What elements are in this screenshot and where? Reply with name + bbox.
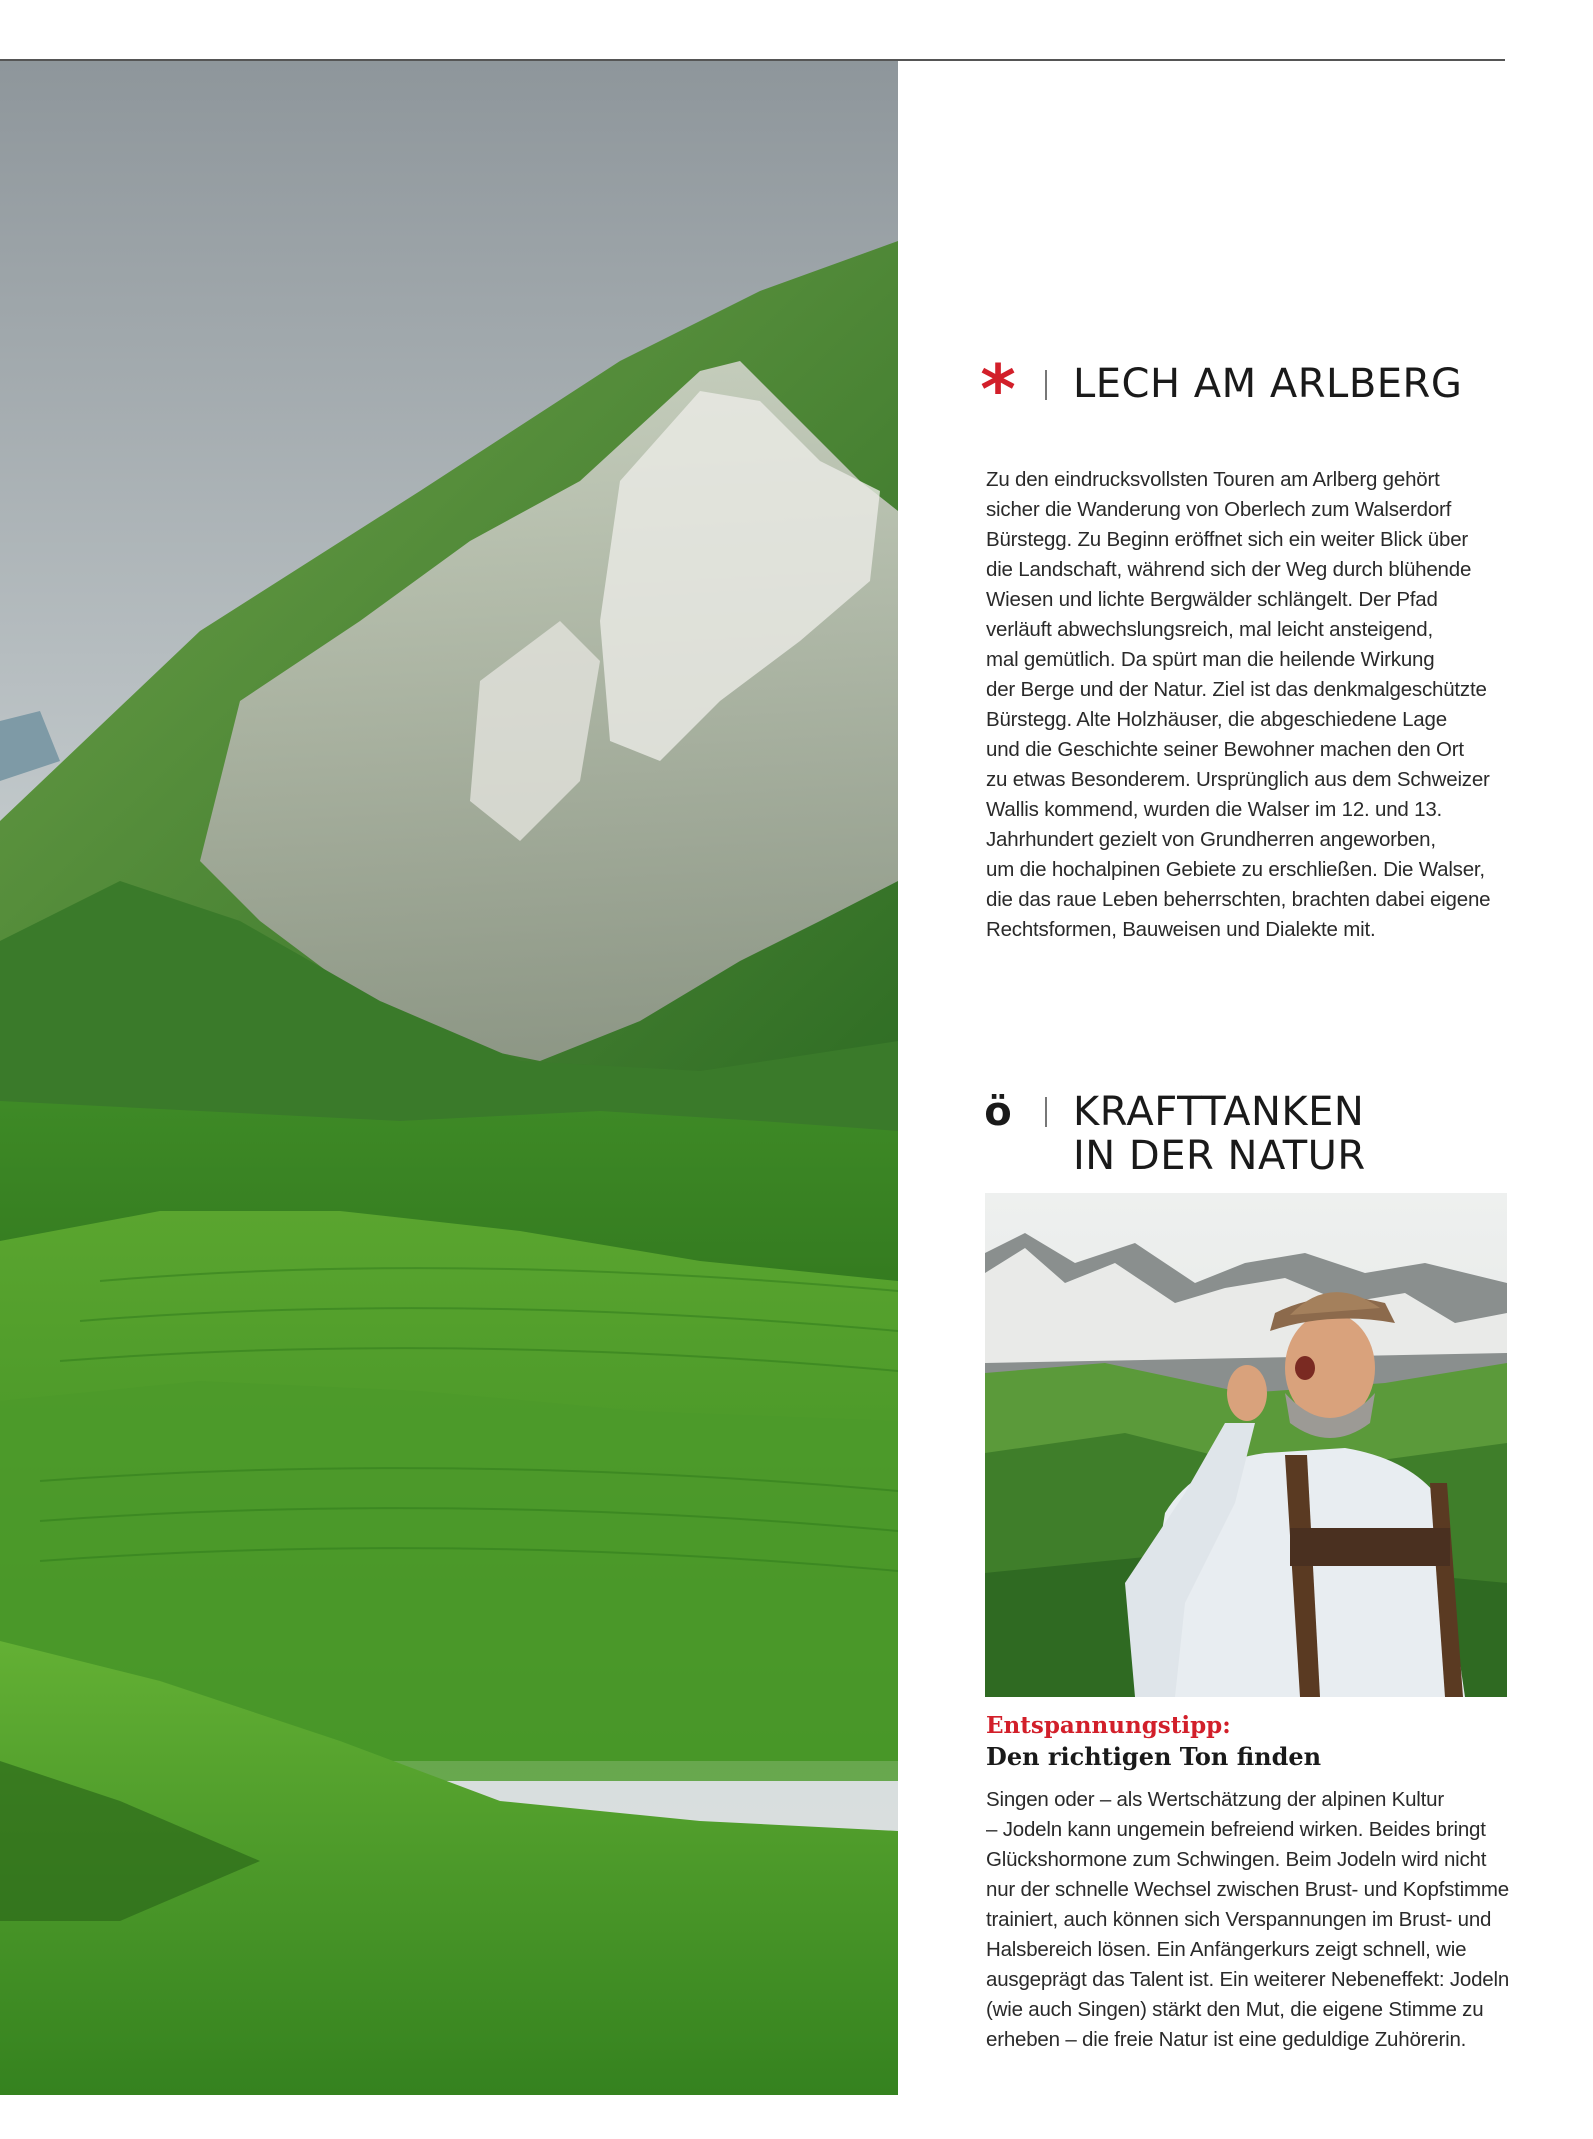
hero-landscape-photo xyxy=(0,61,898,2095)
heading-divider xyxy=(1045,370,1047,400)
section-title-krafttanken: KRAFTTANKEN IN DER NATUR xyxy=(1073,1089,1366,1179)
section-head-krafttanken xyxy=(975,1090,1366,1178)
umlaut-o-icon: ö xyxy=(984,1089,1012,1135)
section-head-lech xyxy=(975,351,1463,430)
tip-label: Entspannungstipp: xyxy=(986,1712,1231,1739)
krafttanken-body-text: Singen oder – als Wertschätzung der alpinen Kultur – Jodeln kann ungemein befreiend wirken. Beides bringt Glückshormone zum Schwingen. Beim Jodeln wird nicht nur der schnelle Wechsel zwischen Brust- und Kopfstimme trainiert, auch können sich Verspannungen im Brust- und Halsbereich lösen. Ein Anfängerkurs zeigt schnell, wie ausgeprägt das Talent ist. Ein weiterer Nebeneffekt: Jodeln (wie auch Singen) stärkt den Mut, die eigene Stimme zu erheben – die freie Natur ist eine geduldige Zuhörerin. xyxy=(986,1788,1510,2051)
section-title-lech: LECH AM ARLBERG xyxy=(1073,361,1463,407)
heading-divider xyxy=(1045,1097,1047,1127)
yodeler-photo xyxy=(985,1193,1507,1697)
tip-title: Den richtigen Ton finden xyxy=(986,1742,1322,1771)
lech-body-text: Zu den eindrucksvollsten Touren am Arlberg gehört sicher die Wanderung von Oberlech zum Walserdorf Bürstegg. Zu Beginn eröffnet sich ein weiter Blick über die Landschaft, während sich der Weg durch blühende Wiesen und lichte Bergwälder schlängelt. Der Pfad verläuft abwechslungsreich, mal leicht ansteigend, mal gemütlich. Da spürt man die heilende Wirkung der Berge und der Natur. Ziel ist das denkmalgeschützte Bürstegg. Alte Holzhäuser, die abgeschiedene Lage und die Geschichte seiner Bewohner machen den Ort zu etwas Besonderem. Ursprünglich aus dem Schweizer Wallis kommend, wurden die Walser im 12. und 13. Jahrhundert gezielt von Grundherren angeworben, um die hochalpinen Gebiete zu erschließen. Die Walser, die das raue Leben beherrschten, brachten dabei eigene Rechtsformen, Bauweisen und Dialekte mit. xyxy=(986,468,1491,941)
asterisk-icon: * xyxy=(980,351,1016,430)
